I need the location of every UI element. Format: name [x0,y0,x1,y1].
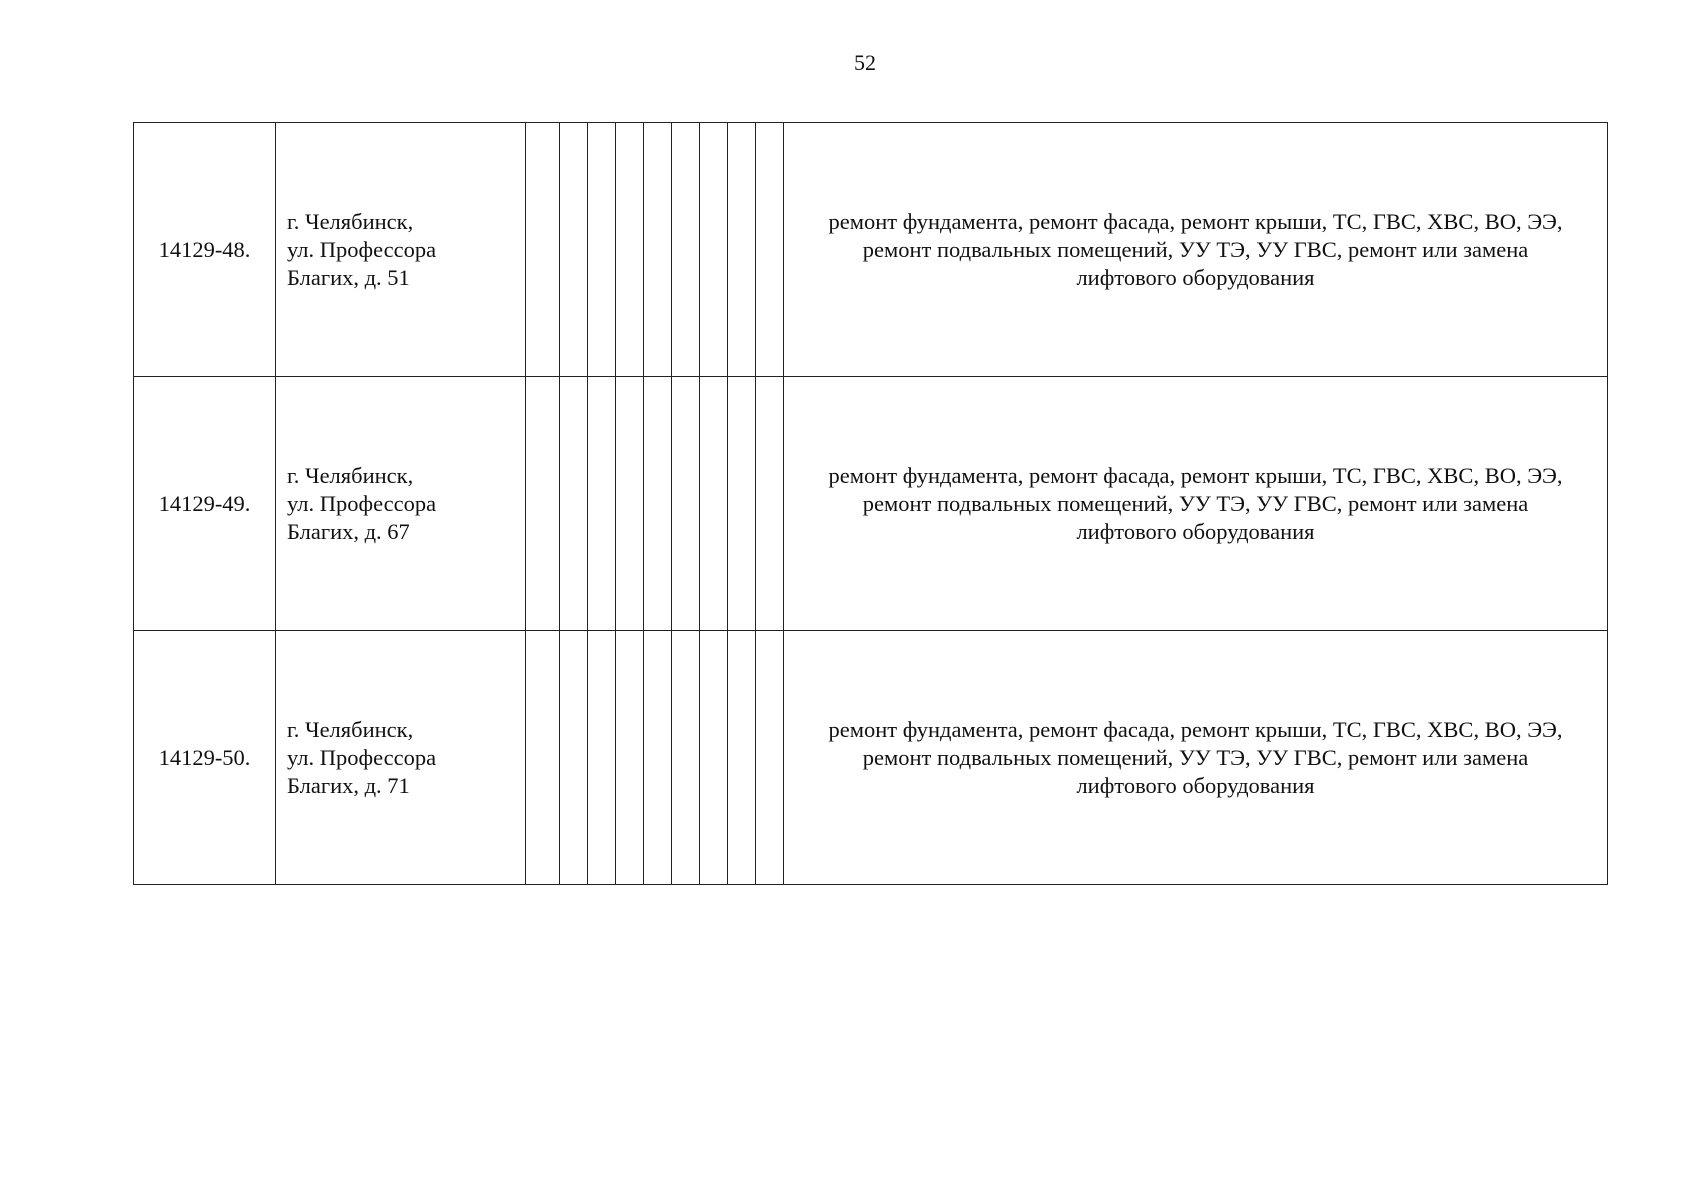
empty-cell [756,377,784,631]
table-row [134,631,1608,885]
empty-cell [700,123,728,377]
empty-cell [672,631,700,885]
works-line: лифтового оборудования [1076,264,1315,290]
empty-cell [644,377,672,631]
empty-cell [728,631,756,885]
empty-cell [588,377,616,631]
empty-cell [616,377,644,631]
empty-cell [616,123,644,377]
works-line: ремонт подвальных помещений, УУ ТЭ, УУ ГВС, ремонт или замена [862,744,1529,770]
works-line: ремонт фундамента, ремонт фасада, ремонт крыши, ТС, ГВС, ХВС, ВО, ЭЭ, [828,716,1563,742]
table-row [134,377,1608,631]
empty-cell [672,123,700,377]
empty-cell [700,377,728,631]
address-cell [276,123,526,377]
empty-cell [526,123,560,377]
empty-cell [588,123,616,377]
works-line: ремонт фундамента, ремонт фасада, ремонт крыши, ТС, ГВС, ХВС, ВО, ЭЭ, [828,208,1563,234]
address-line: Благих, д. 67 [287,518,410,544]
empty-cell [588,631,616,885]
housing-repair-table [133,122,1608,885]
empty-cell [728,123,756,377]
address-line: ул. Профессора [287,490,437,516]
page-number: 52 [854,50,876,75]
empty-cell [644,631,672,885]
empty-cell [526,631,560,885]
works-line: лифтового оборудования [1076,518,1315,544]
address-cell [276,631,526,885]
row-number: 14129-48. [134,123,276,377]
row-number: 14129-49. [134,377,276,631]
empty-cell [644,123,672,377]
empty-cell [756,631,784,885]
address-line: Благих, д. 51 [287,264,410,290]
empty-cell [672,377,700,631]
empty-cell [560,123,588,377]
works-line: ремонт фундамента, ремонт фасада, ремонт крыши, ТС, ГВС, ХВС, ВО, ЭЭ, [828,462,1563,488]
address-line: Благих, д. 71 [287,772,410,798]
address-line: ул. Профессора [287,236,437,262]
address-line: г. Челябинск, [287,208,414,234]
empty-cell [756,123,784,377]
address-line: г. Челябинск, [287,716,414,742]
table-row [134,123,1608,377]
empty-cell [526,377,560,631]
address-line: ул. Профессора [287,744,437,770]
empty-cell [700,631,728,885]
row-number: 14129-50. [134,631,276,885]
works-line: ремонт подвальных помещений, УУ ТЭ, УУ ГВС, ремонт или замена [862,490,1529,516]
works-cell [784,123,1608,377]
address-line: г. Челябинск, [287,462,414,488]
address-cell [276,377,526,631]
works-line: ремонт подвальных помещений, УУ ТЭ, УУ ГВС, ремонт или замена [862,236,1529,262]
works-cell [784,631,1608,885]
empty-cell [560,631,588,885]
works-line: лифтового оборудования [1076,772,1315,798]
empty-cell [728,377,756,631]
works-cell [784,377,1608,631]
empty-cell [560,377,588,631]
empty-cell [616,631,644,885]
